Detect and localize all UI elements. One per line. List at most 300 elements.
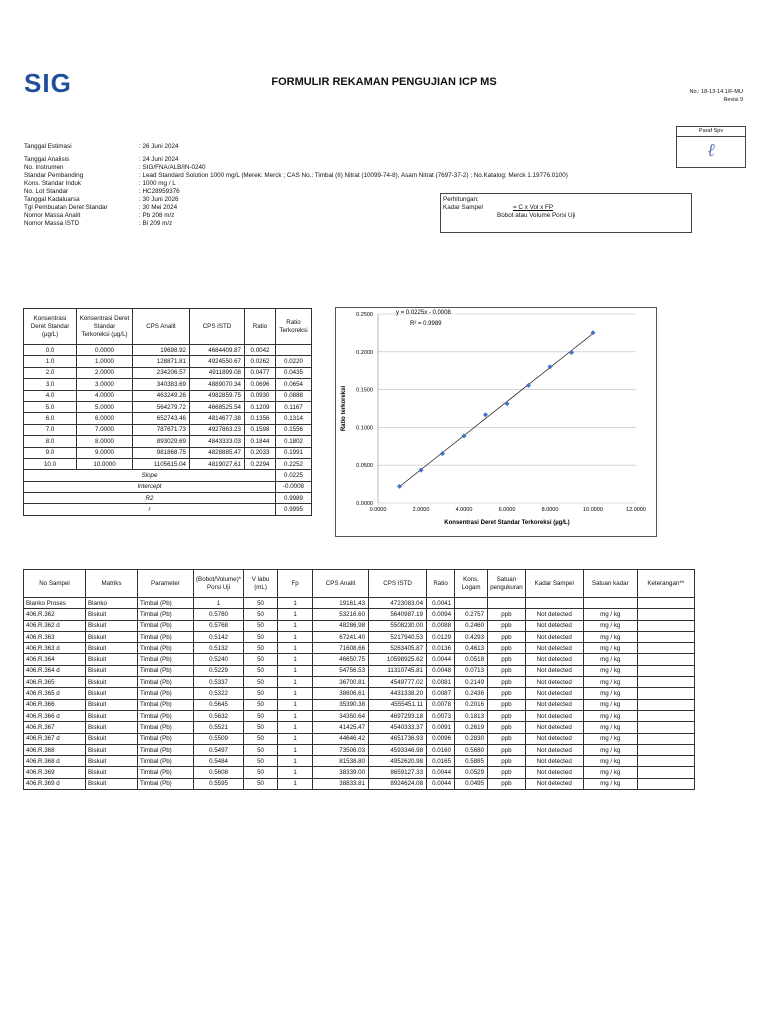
sample-cell: 8659127.33 bbox=[369, 767, 427, 778]
sample-cell: 1 bbox=[278, 620, 313, 631]
sample-cell: 0.5240 bbox=[194, 654, 244, 665]
calibration-stat-value: -0.0008 bbox=[276, 481, 312, 492]
sample-cell: Biskuit bbox=[86, 654, 138, 665]
sample-header-cell: Satuan pengukuran bbox=[488, 570, 526, 598]
sample-cell: 36700.81 bbox=[313, 677, 369, 688]
sample-cell: 0.0044 bbox=[427, 767, 455, 778]
sample-cell: 38833.81 bbox=[313, 778, 369, 789]
sample-cell: 1 bbox=[278, 631, 313, 642]
sample-cell: 406.R.363 d bbox=[24, 643, 86, 654]
calibration-cell: 340383.69 bbox=[133, 379, 190, 390]
sample-cell: 0.0094 bbox=[427, 609, 455, 620]
sample-cell: mg / kg bbox=[583, 767, 637, 778]
sample-header-cell: (Bobot/Volume)* Porsi Uji bbox=[194, 570, 244, 598]
sample-cell: Not detected bbox=[525, 654, 583, 665]
calibration-cell: 0.0930 bbox=[245, 390, 276, 401]
sample-cell: Timbal (Pb) bbox=[138, 778, 194, 789]
document-number bbox=[690, 88, 744, 104]
calibration-cell: 0.0262 bbox=[245, 356, 276, 367]
sample-cell bbox=[637, 778, 694, 789]
calibration-header-cell: CPS ISTD bbox=[190, 309, 245, 345]
sample-cell bbox=[637, 699, 694, 710]
sample-cell: 50 bbox=[244, 677, 278, 688]
sample-header-cell: Satuan kadar bbox=[583, 570, 637, 598]
sample-cell: ppb bbox=[488, 677, 526, 688]
calibration-cell: 3.0 bbox=[24, 379, 77, 390]
calibration-cell: 0.1598 bbox=[245, 424, 276, 435]
calibration-row bbox=[24, 436, 312, 447]
sample-cell bbox=[637, 643, 694, 654]
sample-cell: 0.5229 bbox=[194, 665, 244, 676]
paraf-signature: ℓ bbox=[707, 140, 715, 161]
sample-cell: 5508230.00 bbox=[369, 620, 427, 631]
sample-cell: 1 bbox=[278, 767, 313, 778]
trendline bbox=[400, 334, 594, 487]
sample-cell bbox=[637, 744, 694, 755]
sample-cell: Biskuit bbox=[86, 699, 138, 710]
sample-row bbox=[24, 609, 695, 620]
info-label: Nomor Massa ISTD bbox=[24, 220, 80, 227]
sample-cell: Timbal (Pb) bbox=[138, 598, 194, 609]
calibration-cell: 0.1991 bbox=[276, 447, 312, 458]
calibration-cell: 4.0000 bbox=[77, 390, 133, 401]
info-label: Nomor Massa Analit bbox=[24, 212, 81, 219]
sample-cell: ppb bbox=[488, 620, 526, 631]
sample-cell: 0.2149 bbox=[455, 677, 488, 688]
sample-cell: ppb bbox=[488, 643, 526, 654]
calibration-row bbox=[24, 424, 312, 435]
sample-cell: ppb bbox=[488, 710, 526, 721]
sample-cell: 0.0129 bbox=[427, 631, 455, 642]
sample-cell: Timbal (Pb) bbox=[138, 756, 194, 767]
info-value: : Pb 208 m/z bbox=[139, 212, 175, 219]
calibration-chart bbox=[335, 307, 657, 537]
sample-cell: mg / kg bbox=[583, 699, 637, 710]
sample-cell bbox=[637, 609, 694, 620]
calibration-cell: 0.2252 bbox=[276, 458, 312, 469]
calibration-cell: 4924550.67 bbox=[190, 356, 245, 367]
info-value: : 24 Juni 2024 bbox=[139, 156, 179, 163]
calibration-cell: 0.2033 bbox=[245, 447, 276, 458]
sample-cell: 53216.60 bbox=[313, 609, 369, 620]
calibration-cell: 9.0000 bbox=[77, 447, 133, 458]
calibration-cell: 0.0435 bbox=[276, 367, 312, 378]
sample-cell bbox=[583, 598, 637, 609]
sample-cell: 48286.98 bbox=[313, 620, 369, 631]
sample-cell: Timbal (Pb) bbox=[138, 699, 194, 710]
sample-cell: Not detected bbox=[525, 631, 583, 642]
sample-cell: 50 bbox=[244, 733, 278, 744]
sample-cell: Timbal (Pb) bbox=[138, 654, 194, 665]
sample-cell: Not detected bbox=[525, 699, 583, 710]
sample-cell: 0.5484 bbox=[194, 756, 244, 767]
sample-cell: 0.4293 bbox=[455, 631, 488, 642]
x-tick-label: 4.0000 bbox=[455, 507, 473, 513]
sample-row bbox=[24, 710, 695, 721]
formula-title: Perhitungan: bbox=[443, 196, 479, 203]
calibration-cell: 1105615.04 bbox=[133, 458, 190, 469]
sample-cell: ppb bbox=[488, 744, 526, 755]
sample-cell bbox=[637, 620, 694, 631]
calibration-cell: 1.0000 bbox=[77, 356, 133, 367]
sample-cell: Biskuit bbox=[86, 631, 138, 642]
sample-cell: 5640987.19 bbox=[369, 609, 427, 620]
sample-cell: 406.R.367 d bbox=[24, 733, 86, 744]
sample-cell: mg / kg bbox=[583, 778, 637, 789]
calibration-cell: 787671.73 bbox=[133, 424, 190, 435]
sample-cell: Timbal (Pb) bbox=[138, 665, 194, 676]
sample-cell: Blanko bbox=[86, 598, 138, 609]
calibration-row bbox=[24, 390, 312, 401]
r-squared-label: R² = 0.9989 bbox=[410, 321, 442, 327]
data-point bbox=[440, 451, 445, 456]
sample-cell: Timbal (Pb) bbox=[138, 620, 194, 631]
sample-cell: Not detected bbox=[525, 733, 583, 744]
sample-cell: 50 bbox=[244, 778, 278, 789]
sample-cell: 0.5632 bbox=[194, 710, 244, 721]
sample-cell: 50 bbox=[244, 710, 278, 721]
info-label: No. Lot Standar bbox=[24, 188, 69, 195]
sample-cell: 5217940.53 bbox=[369, 631, 427, 642]
data-point bbox=[504, 401, 509, 406]
sample-cell: Timbal (Pb) bbox=[138, 677, 194, 688]
sample-row bbox=[24, 631, 695, 642]
sample-cell: ppb bbox=[488, 767, 526, 778]
sample-cell: Not detected bbox=[525, 778, 583, 789]
sample-cell: 0.0041 bbox=[427, 598, 455, 609]
sample-cell: 4651736.93 bbox=[369, 733, 427, 744]
sample-cell: ppb bbox=[488, 733, 526, 744]
sample-header-cell: Kons. Logam bbox=[455, 570, 488, 598]
sample-cell: Biskuit bbox=[86, 767, 138, 778]
calibration-cell: 5.0000 bbox=[77, 401, 133, 412]
calibration-cell: 4982859.75 bbox=[190, 390, 245, 401]
sample-cell: ppb bbox=[488, 722, 526, 733]
info-value: : SIG/FNA/ALB/IN-0240 bbox=[139, 164, 206, 171]
calibration-cell: 0.1556 bbox=[276, 424, 312, 435]
sample-cell: Biskuit bbox=[86, 756, 138, 767]
sample-cell: 0.0713 bbox=[455, 665, 488, 676]
data-point bbox=[526, 383, 531, 388]
sample-cell: Timbal (Pb) bbox=[138, 722, 194, 733]
sample-cell: mg / kg bbox=[583, 620, 637, 631]
formula-label: Kadar Sampel bbox=[443, 204, 483, 211]
sample-cell: 1 bbox=[278, 778, 313, 789]
calibration-cell: 4.0 bbox=[24, 390, 77, 401]
doc-no-text: No.: 18-13-14.1/F-MU bbox=[689, 89, 743, 95]
sample-cell: 1 bbox=[278, 665, 313, 676]
info-label: No. Instrumen bbox=[24, 164, 64, 171]
sample-cell: ppb bbox=[488, 778, 526, 789]
sample-cell: 67241.40 bbox=[313, 631, 369, 642]
sample-cell: 0.5521 bbox=[194, 722, 244, 733]
sample-cell: Biskuit bbox=[86, 722, 138, 733]
sample-cell: 50 bbox=[244, 699, 278, 710]
sample-cell: 8924624.08 bbox=[369, 778, 427, 789]
sample-cell: 0.2016 bbox=[455, 699, 488, 710]
info-label: Tanggal Analisis bbox=[24, 156, 70, 163]
sample-cell: 406.R.368 bbox=[24, 744, 86, 755]
sample-cell: 0.5608 bbox=[194, 767, 244, 778]
sample-cell bbox=[637, 654, 694, 665]
sample-cell: 50 bbox=[244, 609, 278, 620]
sample-cell: mg / kg bbox=[583, 710, 637, 721]
calibration-cell: 4684409.87 bbox=[190, 345, 245, 356]
calibration-stat-label: Intercept bbox=[24, 481, 276, 492]
sample-cell bbox=[455, 598, 488, 609]
sample-cell: 406.R.368 d bbox=[24, 756, 86, 767]
x-tick-label: 2.0000 bbox=[412, 507, 430, 513]
sample-cell: 0.5509 bbox=[194, 733, 244, 744]
calibration-cell: 0.2294 bbox=[245, 458, 276, 469]
sample-cell: Biskuit bbox=[86, 733, 138, 744]
sample-cell: 10598925.62 bbox=[369, 654, 427, 665]
sample-cell: 73506.03 bbox=[313, 744, 369, 755]
sample-cell: Biskuit bbox=[86, 778, 138, 789]
sample-cell: Not detected bbox=[525, 620, 583, 631]
calibration-header-cell: Konsentrasi Deret Standar (µg/L) bbox=[24, 309, 77, 345]
sample-cell: 0.5768 bbox=[194, 620, 244, 631]
sample-header-cell: Matriks bbox=[86, 570, 138, 598]
sample-cell: Timbal (Pb) bbox=[138, 767, 194, 778]
calibration-cell: 0.1314 bbox=[276, 413, 312, 424]
sample-cell: Biskuit bbox=[86, 643, 138, 654]
info-value: : HC28959376 bbox=[139, 188, 180, 195]
sample-cell: Biskuit bbox=[86, 744, 138, 755]
sample-row bbox=[24, 756, 695, 767]
sample-header-cell: Keterangan** bbox=[637, 570, 694, 598]
info-value: : Bi 209 m/z bbox=[139, 220, 173, 227]
sample-cell: 71608.66 bbox=[313, 643, 369, 654]
calibration-header-cell: Ratio Terkoreksi bbox=[276, 309, 312, 345]
sample-cell: 0.5322 bbox=[194, 688, 244, 699]
sample-cell bbox=[525, 598, 583, 609]
sample-cell: 0.5132 bbox=[194, 643, 244, 654]
sample-header-cell: Ratio bbox=[427, 570, 455, 598]
calibration-header-cell: CPS Analit bbox=[133, 309, 190, 345]
sample-cell: Not detected bbox=[525, 722, 583, 733]
info-value: : 30 Juni 2026 bbox=[139, 196, 179, 203]
calibration-cell: 0.0000 bbox=[77, 345, 133, 356]
calibration-row bbox=[24, 447, 312, 458]
y-tick-label: 0.1000 bbox=[356, 425, 373, 432]
calibration-cell: 7.0000 bbox=[77, 424, 133, 435]
sample-cell: 1 bbox=[278, 733, 313, 744]
calibration-header-cell: Ratio bbox=[245, 309, 276, 345]
sample-cell: 1 bbox=[278, 699, 313, 710]
sample-row bbox=[24, 643, 695, 654]
calibration-cell: 4911899.08 bbox=[190, 367, 245, 378]
calibration-row bbox=[24, 367, 312, 378]
sample-cell: 50 bbox=[244, 688, 278, 699]
calibration-cell: 0.0696 bbox=[245, 379, 276, 390]
sample-cell: 406.R.362 bbox=[24, 609, 86, 620]
sample-cell: Not detected bbox=[525, 744, 583, 755]
sample-cell: 0.0081 bbox=[427, 677, 455, 688]
paraf-label: Paraf Spv bbox=[677, 127, 745, 137]
sample-cell: 0.0529 bbox=[455, 767, 488, 778]
sample-row bbox=[24, 688, 695, 699]
sample-cell: Biskuit bbox=[86, 688, 138, 699]
sample-row bbox=[24, 722, 695, 733]
sample-cell bbox=[637, 598, 694, 609]
calibration-cell: 4828885.47 bbox=[190, 447, 245, 458]
sample-cell: 35390.38 bbox=[313, 699, 369, 710]
sample-cell: 0.2830 bbox=[455, 733, 488, 744]
calibration-body bbox=[24, 345, 312, 516]
sample-cell: Biskuit bbox=[86, 620, 138, 631]
sample-cell: Timbal (Pb) bbox=[138, 733, 194, 744]
sample-cell: 0.2460 bbox=[455, 620, 488, 631]
sample-row bbox=[24, 665, 695, 676]
sample-cell: 50 bbox=[244, 756, 278, 767]
sample-row bbox=[24, 654, 695, 665]
calibration-cell: 0.0888 bbox=[276, 390, 312, 401]
sample-cell: 11310745.81 bbox=[369, 665, 427, 676]
sample-cell: 4540333.37 bbox=[369, 722, 427, 733]
supervisor-paraf-box bbox=[676, 126, 746, 168]
calibration-cell: 128871.81 bbox=[133, 356, 190, 367]
calibration-cell: 6.0000 bbox=[77, 413, 133, 424]
sample-cell: 0.5337 bbox=[194, 677, 244, 688]
y-tick-label: 0.2500 bbox=[356, 312, 373, 318]
calibration-cell: 0.1356 bbox=[245, 413, 276, 424]
info-value: : 30 Mei 2024 bbox=[139, 204, 178, 211]
sample-cell: 50 bbox=[244, 620, 278, 631]
sample-cell: 0.0091 bbox=[427, 722, 455, 733]
sample-cell: 406.R.363 bbox=[24, 631, 86, 642]
sample-cell: 406.R.366 bbox=[24, 699, 86, 710]
calibration-cell: 0.1167 bbox=[276, 401, 312, 412]
sample-cell: mg / kg bbox=[583, 756, 637, 767]
sample-cell: Not detected bbox=[525, 643, 583, 654]
data-point bbox=[569, 350, 574, 355]
sample-cell: 50 bbox=[244, 643, 278, 654]
sample-cell: 406.R.365 bbox=[24, 677, 86, 688]
sample-cell: 406.R.366 d bbox=[24, 710, 86, 721]
y-tick-label: 0.0500 bbox=[356, 463, 373, 470]
sample-cell: 50 bbox=[244, 631, 278, 642]
calibration-cell: 9.0 bbox=[24, 447, 77, 458]
sample-cell: 1 bbox=[278, 756, 313, 767]
trendline-equation: y = 0.0225x - 0.0008 bbox=[396, 310, 451, 316]
sample-cell: 4697293.18 bbox=[369, 710, 427, 721]
sample-cell: ppb bbox=[488, 631, 526, 642]
calibration-stat-value: 0.0225 bbox=[276, 470, 312, 481]
calibration-cell: 19698.92 bbox=[133, 345, 190, 356]
calibration-row bbox=[24, 458, 312, 469]
sample-cell: Biskuit bbox=[86, 609, 138, 620]
sample-row bbox=[24, 778, 695, 789]
calibration-cell: 1.0 bbox=[24, 356, 77, 367]
calibration-cell: 6.0 bbox=[24, 413, 77, 424]
calibration-table bbox=[23, 308, 312, 516]
calibration-cell: 3.0000 bbox=[77, 379, 133, 390]
revision-text: Revisi 9 bbox=[723, 97, 743, 103]
sample-cell: 0.5142 bbox=[194, 631, 244, 642]
sample-cell: 0.0160 bbox=[427, 744, 455, 755]
sample-cell: 0.0048 bbox=[427, 665, 455, 676]
sample-cell: 406.R.367 bbox=[24, 722, 86, 733]
calibration-stat-value: 0.9995 bbox=[276, 504, 312, 515]
sample-cell: Not detected bbox=[525, 677, 583, 688]
sample-cell: Not detected bbox=[525, 710, 583, 721]
sample-cell: 0.0096 bbox=[427, 733, 455, 744]
sample-cell: Not detected bbox=[525, 609, 583, 620]
sample-cell: 50 bbox=[244, 665, 278, 676]
sample-cell bbox=[637, 710, 694, 721]
calibration-row bbox=[24, 345, 312, 356]
sample-cell: Not detected bbox=[525, 756, 583, 767]
sample-header-cell: Kadar Sampel bbox=[525, 570, 583, 598]
sample-cell: Not detected bbox=[525, 688, 583, 699]
calibration-cell: 0.0477 bbox=[245, 367, 276, 378]
sample-cell: 406.R.369 d bbox=[24, 778, 86, 789]
calibration-stat-row bbox=[24, 504, 312, 515]
sample-header-cell: Fp bbox=[278, 570, 313, 598]
calibration-stat-label: r bbox=[24, 504, 276, 515]
sample-cell: 406.R.365 d bbox=[24, 688, 86, 699]
company-logo: SIG bbox=[24, 68, 72, 98]
calibration-cell: 0.0220 bbox=[276, 356, 312, 367]
sample-cell: mg / kg bbox=[583, 733, 637, 744]
y-tick-label: 0.1500 bbox=[356, 387, 373, 394]
calibration-stat-label: R2 bbox=[24, 493, 276, 504]
sample-cell: mg / kg bbox=[583, 631, 637, 642]
calibration-cell: 0.0 bbox=[24, 345, 77, 356]
sample-cell: 4593346.98 bbox=[369, 744, 427, 755]
sample-cell: 4952620.98 bbox=[369, 756, 427, 767]
calibration-cell: 8.0000 bbox=[77, 436, 133, 447]
calibration-stat-row bbox=[24, 470, 312, 481]
calibration-header-row bbox=[24, 309, 312, 345]
x-tick-label: 6.0000 bbox=[498, 507, 516, 513]
sample-cell: Timbal (Pb) bbox=[138, 643, 194, 654]
calibration-cell: 0.1802 bbox=[276, 436, 312, 447]
sample-cell: 0.0165 bbox=[427, 756, 455, 767]
calibration-cell: 4889070.34 bbox=[190, 379, 245, 390]
info-label: Kons. Standar Induk bbox=[24, 180, 82, 187]
sample-cell: 1 bbox=[278, 598, 313, 609]
info-value: : Lead Standard Solution 1000 mg/L (Merek: Merck ; CAS No.: Timbal (II) Nitrat (10099-74-8), Asam Nitrat (7697-37-2) ; No.Katalog: Merck 1.19776.0100) bbox=[139, 172, 568, 179]
sample-cell: mg / kg bbox=[583, 677, 637, 688]
calibration-cell: 10.0000 bbox=[77, 458, 133, 469]
sample-cell: Biskuit bbox=[86, 677, 138, 688]
sample-cell: 1 bbox=[278, 744, 313, 755]
info-label: Tanggal Kadaluarsa bbox=[24, 196, 80, 203]
sample-cell: 1 bbox=[278, 677, 313, 688]
sample-cell: 0.0495 bbox=[455, 778, 488, 789]
calibration-cell: 4843333.03 bbox=[190, 436, 245, 447]
sample-cell: 19161.43 bbox=[313, 598, 369, 609]
sample-cell: 46650.75 bbox=[313, 654, 369, 665]
sample-cell: 0.2436 bbox=[455, 688, 488, 699]
sample-cell: 0.0136 bbox=[427, 643, 455, 654]
sample-cell: 50 bbox=[244, 654, 278, 665]
sample-cell: 0.5780 bbox=[194, 609, 244, 620]
sample-cell: 406.R.369 bbox=[24, 767, 86, 778]
calibration-cell: 0.1844 bbox=[245, 436, 276, 447]
info-label: Standar Pembanding bbox=[24, 172, 84, 179]
sample-cell: 38606.61 bbox=[313, 688, 369, 699]
sample-row bbox=[24, 733, 695, 744]
sample-row bbox=[24, 767, 695, 778]
sample-cell: mg / kg bbox=[583, 744, 637, 755]
sample-cell: 0.0518 bbox=[455, 654, 488, 665]
calibration-cell: 0.1209 bbox=[245, 401, 276, 412]
sample-cell: 0.0078 bbox=[427, 699, 455, 710]
sample-cell: 44646.42 bbox=[313, 733, 369, 744]
